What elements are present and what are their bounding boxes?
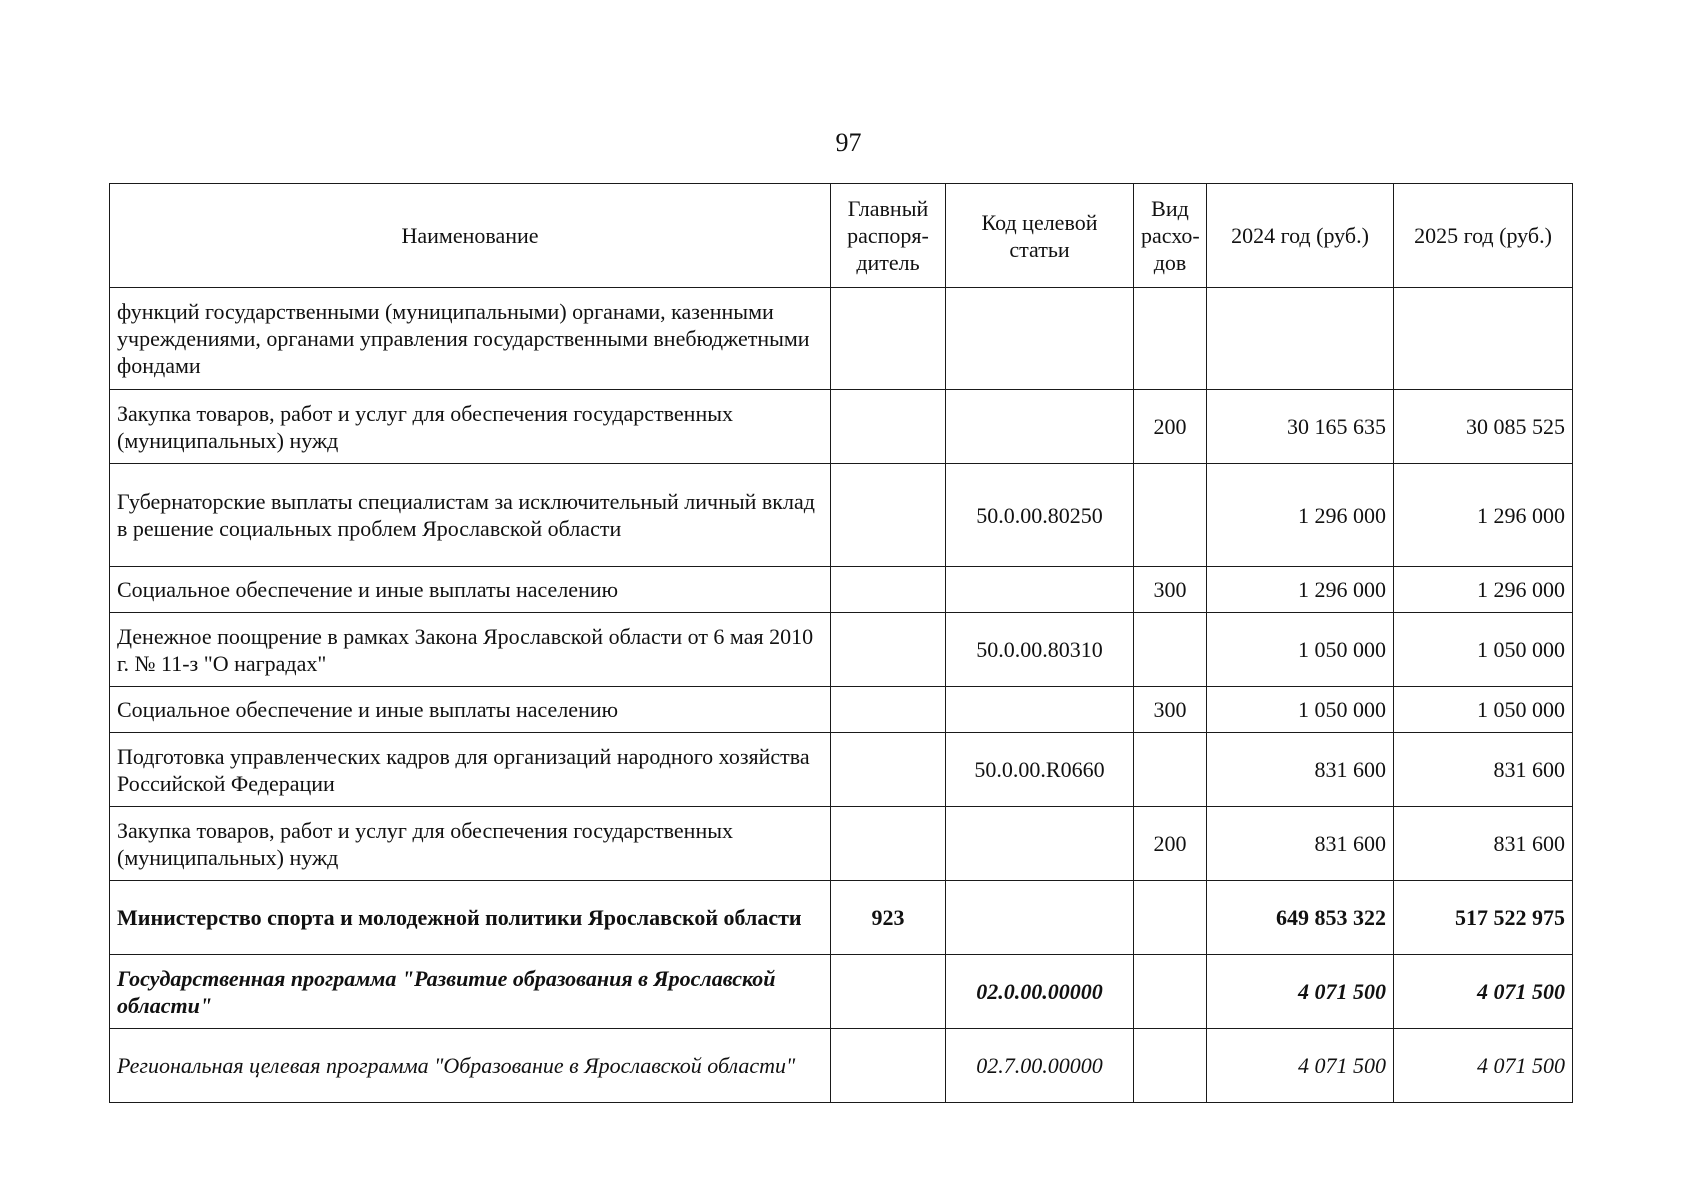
row-2024: 1 050 000 bbox=[1207, 687, 1394, 733]
row-name: Денежное поощрение в рамках Закона Ярославской области от 6 мая 2010 г. № 11-з "О наградах" bbox=[110, 613, 831, 687]
row-2025: 4 071 500 bbox=[1394, 1029, 1573, 1103]
row-code bbox=[946, 288, 1134, 390]
row-2025: 831 600 bbox=[1394, 733, 1573, 807]
row-2025: 1 050 000 bbox=[1394, 613, 1573, 687]
row-code: 50.0.00.80310 bbox=[946, 613, 1134, 687]
row-admin bbox=[831, 1029, 946, 1103]
row-admin bbox=[831, 955, 946, 1029]
row-admin bbox=[831, 733, 946, 807]
row-code bbox=[946, 881, 1134, 955]
row-code: 50.0.00.R0660 bbox=[946, 733, 1134, 807]
row-name: Закупка товаров, работ и услуг для обеспечения государственных (муниципальных) нужд bbox=[110, 390, 831, 464]
row-admin bbox=[831, 613, 946, 687]
table-row bbox=[110, 567, 1573, 613]
row-type: 300 bbox=[1134, 687, 1207, 733]
row-code bbox=[946, 390, 1134, 464]
row-2024 bbox=[1207, 288, 1394, 390]
table-row bbox=[110, 390, 1573, 464]
row-2025: 517 522 975 bbox=[1394, 881, 1573, 955]
row-2025: 1 296 000 bbox=[1394, 464, 1573, 567]
row-2025: 4 071 500 bbox=[1394, 955, 1573, 1029]
row-admin bbox=[831, 464, 946, 567]
row-name: функций государственными (муниципальными) органами, казенными учреждениями, органами управления государственными внебюджетными фондами bbox=[110, 288, 831, 390]
table-row bbox=[110, 733, 1573, 807]
row-code bbox=[946, 687, 1134, 733]
row-name: Подготовка управленческих кадров для организаций народного хозяйства Российской Федерации bbox=[110, 733, 831, 807]
header-admin: Главный распоря- дитель bbox=[831, 184, 946, 288]
table-header-row bbox=[110, 184, 1573, 288]
table-row bbox=[110, 1029, 1573, 1103]
row-2024: 1 296 000 bbox=[1207, 567, 1394, 613]
header-2024: 2024 год (руб.) bbox=[1207, 184, 1394, 288]
row-type bbox=[1134, 881, 1207, 955]
table-row bbox=[110, 955, 1573, 1029]
row-admin bbox=[831, 288, 946, 390]
row-type bbox=[1134, 613, 1207, 687]
row-2024: 4 071 500 bbox=[1207, 1029, 1394, 1103]
row-2025 bbox=[1394, 288, 1573, 390]
header-2025: 2025 год (руб.) bbox=[1394, 184, 1573, 288]
row-2024: 1 050 000 bbox=[1207, 613, 1394, 687]
row-2024: 1 296 000 bbox=[1207, 464, 1394, 567]
header-code: Код целевой статьи bbox=[946, 184, 1134, 288]
row-type bbox=[1134, 955, 1207, 1029]
row-name: Социальное обеспечение и иные выплаты населению bbox=[110, 567, 831, 613]
budget-table bbox=[109, 183, 1573, 1103]
row-type: 200 bbox=[1134, 390, 1207, 464]
row-code bbox=[946, 807, 1134, 881]
row-type bbox=[1134, 733, 1207, 807]
row-2024: 4 071 500 bbox=[1207, 955, 1394, 1029]
row-name: Министерство спорта и молодежной политики Ярославской области bbox=[110, 881, 831, 955]
row-type: 300 bbox=[1134, 567, 1207, 613]
row-admin bbox=[831, 687, 946, 733]
row-code: 02.0.00.00000 bbox=[946, 955, 1134, 1029]
row-type bbox=[1134, 1029, 1207, 1103]
row-code bbox=[946, 567, 1134, 613]
header-name: Наименование bbox=[110, 184, 831, 288]
row-type bbox=[1134, 464, 1207, 567]
row-admin bbox=[831, 390, 946, 464]
row-name: Государственная программа "Развитие образования в Ярославской области" bbox=[110, 955, 831, 1029]
row-code: 02.7.00.00000 bbox=[946, 1029, 1134, 1103]
row-name: Закупка товаров, работ и услуг для обеспечения государственных (муниципальных) нужд bbox=[110, 807, 831, 881]
row-2024: 30 165 635 bbox=[1207, 390, 1394, 464]
row-2024: 831 600 bbox=[1207, 807, 1394, 881]
row-admin bbox=[831, 567, 946, 613]
row-type bbox=[1134, 288, 1207, 390]
row-2025: 30 085 525 bbox=[1394, 390, 1573, 464]
table-row bbox=[110, 464, 1573, 567]
row-admin bbox=[831, 807, 946, 881]
table-row bbox=[110, 687, 1573, 733]
page-number: 97 bbox=[835, 128, 862, 157]
table-row bbox=[110, 881, 1573, 955]
row-2025: 1 050 000 bbox=[1394, 687, 1573, 733]
table-row bbox=[110, 613, 1573, 687]
table-row bbox=[110, 288, 1573, 390]
header-type: Вид расхо- дов bbox=[1134, 184, 1207, 288]
row-2024: 649 853 322 bbox=[1207, 881, 1394, 955]
row-2025: 831 600 bbox=[1394, 807, 1573, 881]
row-type: 200 bbox=[1134, 807, 1207, 881]
table-row bbox=[110, 807, 1573, 881]
row-2025: 1 296 000 bbox=[1394, 567, 1573, 613]
row-name: Региональная целевая программа "Образование в Ярославской области" bbox=[110, 1029, 831, 1103]
row-code: 50.0.00.80250 bbox=[946, 464, 1134, 567]
row-name: Социальное обеспечение и иные выплаты населению bbox=[110, 687, 831, 733]
row-admin: 923 bbox=[831, 881, 946, 955]
row-2024: 831 600 bbox=[1207, 733, 1394, 807]
row-name: Губернаторские выплаты специалистам за исключительный личный вклад в решение социальных проблем Ярославской области bbox=[110, 464, 831, 567]
